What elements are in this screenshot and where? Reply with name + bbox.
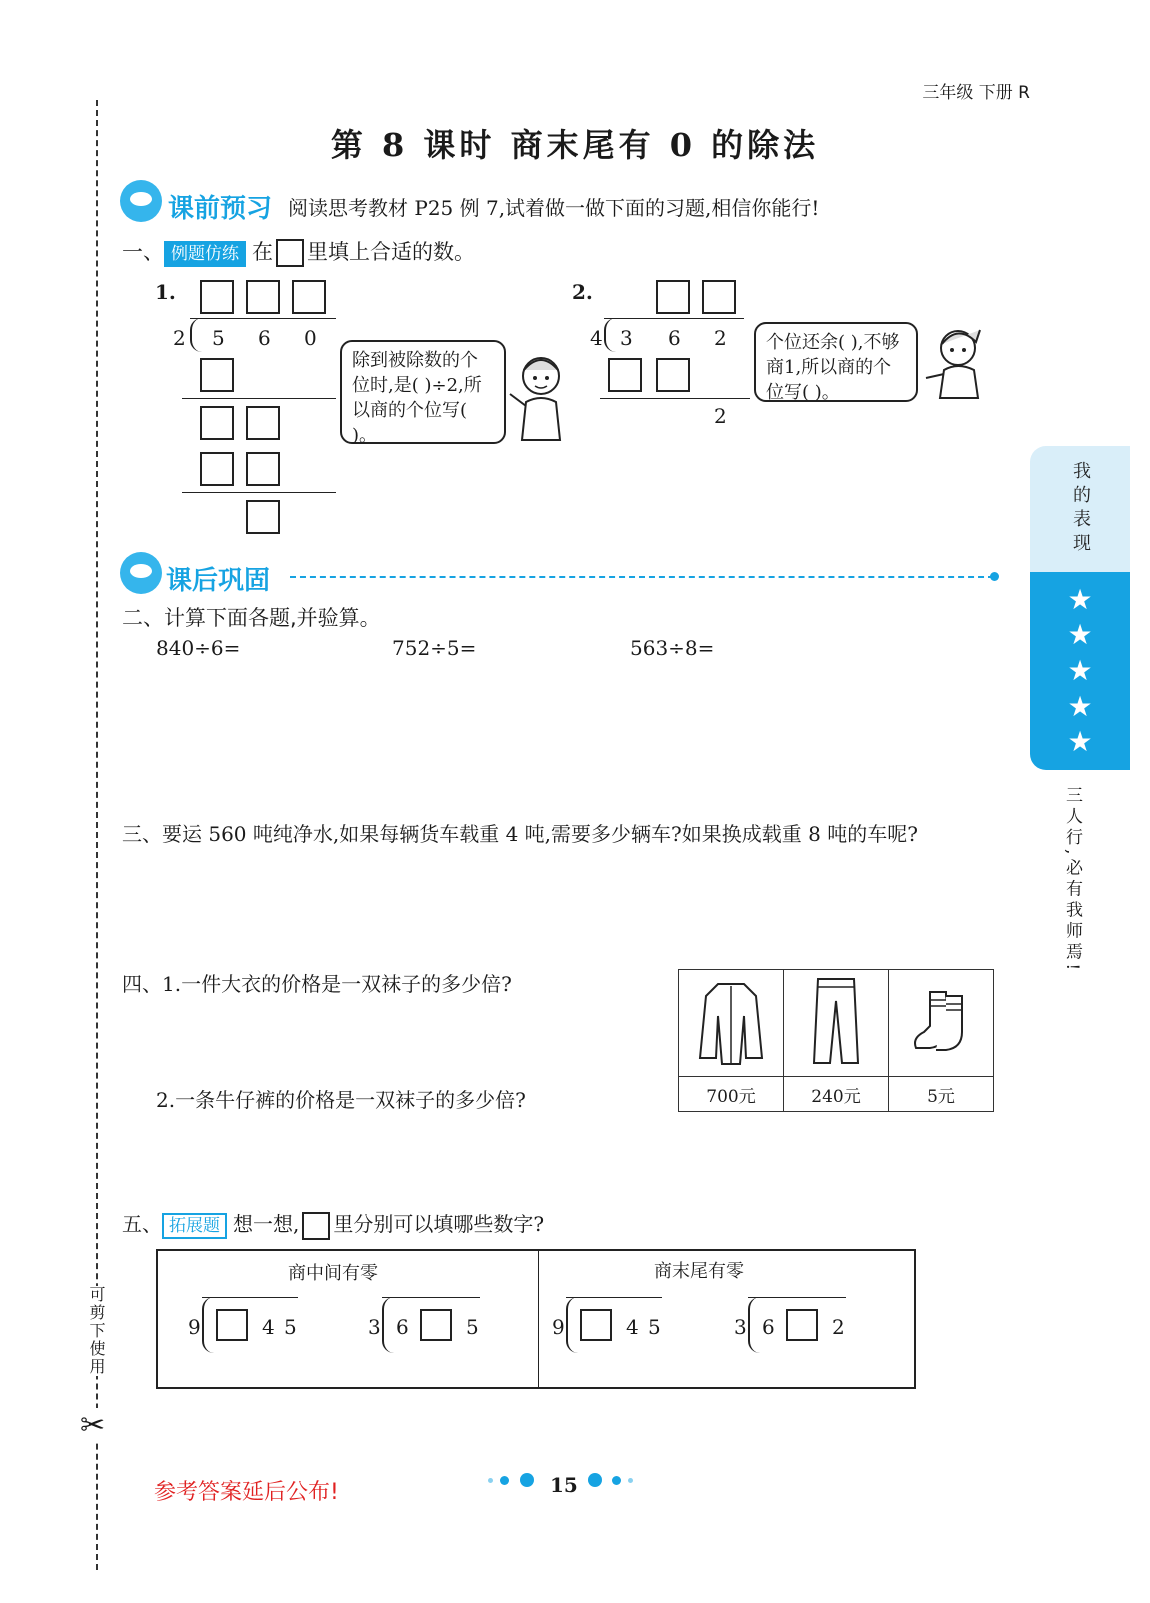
star-icon[interactable]: ★ xyxy=(1067,725,1093,759)
dividend-digit: 5 xyxy=(648,1315,661,1339)
dividend-digit: 2 xyxy=(714,326,727,350)
dividend-digit: 5 xyxy=(466,1315,479,1339)
section-divider xyxy=(290,576,994,578)
star-icon[interactable]: ★ xyxy=(1067,582,1093,616)
divisor: 4 xyxy=(590,326,603,350)
page-dot xyxy=(612,1476,621,1485)
example-tag: 例题仿练 xyxy=(164,241,246,267)
step-box[interactable] xyxy=(200,452,234,486)
scissors-icon: ✂ xyxy=(80,1408,106,1443)
question-4-part-1: 四、1.一件大衣的价格是一双袜子的多少倍? xyxy=(122,972,512,996)
preview-text: 阅读思考教材 P25 例 7,试着做一做下面的习题,相信你能行! xyxy=(288,196,820,220)
page-dot xyxy=(588,1473,602,1487)
dividend-digit: 4 xyxy=(626,1315,639,1339)
mascot-icon xyxy=(120,552,162,594)
motto: 三人行,必有我师焉! xyxy=(1062,786,1082,975)
digit-box[interactable] xyxy=(216,1309,248,1341)
girl-icon xyxy=(920,320,990,400)
divider-dot xyxy=(990,572,999,581)
divisor: 3 xyxy=(734,1315,747,1339)
star-rating[interactable] xyxy=(1030,572,1130,770)
problem-2-number: 2. xyxy=(572,280,593,304)
question-3: 三、要运 560 吨纯净水,如果每辆货车载重 4 吨,需要多少辆车?如果换成载重 8 吨的车呢? xyxy=(122,822,918,846)
remainder-box[interactable] xyxy=(246,500,280,534)
digit-box[interactable] xyxy=(580,1309,612,1341)
socks-cell xyxy=(889,970,994,1077)
sample-box xyxy=(276,239,304,267)
preview-banner: 课前预习 xyxy=(168,194,273,224)
sample-box xyxy=(302,1212,330,1240)
divisor: 9 xyxy=(552,1315,565,1339)
star-icon[interactable]: ★ xyxy=(1067,618,1093,652)
quotient-box[interactable] xyxy=(200,280,234,314)
step-box[interactable] xyxy=(246,452,280,486)
coat-icon xyxy=(696,976,766,1066)
division-bar xyxy=(190,318,336,319)
coat-price: 700元 xyxy=(679,1077,784,1112)
performance-label-area xyxy=(1030,446,1130,572)
dividend-digit: 0 xyxy=(304,326,317,350)
question-5-heading: 五、 拓展题 想一想, 里分别可以填哪些数字? xyxy=(122,1208,544,1240)
digit-box[interactable] xyxy=(420,1309,452,1341)
boy-icon xyxy=(506,350,576,446)
page-number: 15 xyxy=(550,1473,578,1497)
star-icon[interactable]: ★ xyxy=(1067,653,1093,687)
step-box[interactable] xyxy=(608,358,642,392)
quotient-box[interactable] xyxy=(656,280,690,314)
jeans-icon xyxy=(806,975,866,1067)
answer-notice: 参考答案延后公布! xyxy=(154,1480,339,1505)
jeans-price: 240元 xyxy=(784,1077,889,1112)
step-box[interactable] xyxy=(200,358,234,392)
problem: 752÷5= xyxy=(392,636,477,660)
division-bracket xyxy=(604,318,620,352)
mascot-icon xyxy=(120,180,162,222)
right-heading: 商末尾有零 xyxy=(654,1261,744,1282)
quotient-box[interactable] xyxy=(292,280,326,314)
dividend-digit: 6 xyxy=(762,1315,775,1339)
grade-label: 三年级 下册 R xyxy=(922,83,1030,103)
dividend-digit: 4 xyxy=(262,1315,275,1339)
problem: 840÷6= xyxy=(156,636,241,660)
division-bar xyxy=(604,318,744,319)
quotient-box[interactable] xyxy=(702,280,736,314)
page-dot xyxy=(520,1473,534,1487)
dividend-digit: 5 xyxy=(212,326,225,350)
table-divider xyxy=(538,1251,539,1387)
dividend-digit: 2 xyxy=(832,1315,845,1339)
dividend-digit: 6 xyxy=(258,326,271,350)
question-4-part-2: 2.一条牛仔裤的价格是一双袜子的多少倍? xyxy=(156,1088,526,1112)
question-1-heading: 一、 例题仿练 在 里填上合适的数。 xyxy=(122,236,475,267)
divisor: 3 xyxy=(368,1315,381,1339)
dividend-digit: 6 xyxy=(668,326,681,350)
socks-icon xyxy=(910,986,972,1056)
digit-box[interactable] xyxy=(786,1309,818,1341)
page-dot xyxy=(488,1478,493,1483)
hint-bubble-1: 除到被除数的个位时,是( )÷2,所以商的个位写( )。 xyxy=(340,340,506,444)
page-title: 第 8 课时 商末尾有 0 的除法 xyxy=(330,126,820,164)
jeans-cell xyxy=(784,970,889,1077)
divisor: 9 xyxy=(188,1315,201,1339)
division-bracket xyxy=(190,318,206,352)
problem: 563÷8= xyxy=(630,636,715,660)
step-box[interactable] xyxy=(656,358,690,392)
quotient-box[interactable] xyxy=(246,280,280,314)
step-box[interactable] xyxy=(200,406,234,440)
performance-tab xyxy=(1030,446,1130,770)
dividend-digit: 6 xyxy=(396,1315,409,1339)
cut-label: 可剪下使用 xyxy=(84,1286,108,1376)
question-2-heading: 二、计算下面各题,并验算。 xyxy=(122,606,381,630)
performance-label: 我的表现 xyxy=(1070,461,1091,557)
price-table xyxy=(678,969,994,1112)
hint-bubble-2: 个位还余( ),不够商1,所以商的个位写( )。 xyxy=(754,322,918,402)
extension-tag: 拓展题 xyxy=(162,1213,227,1239)
problem-1-number: 1. xyxy=(155,280,176,304)
page-dot xyxy=(500,1476,509,1485)
star-icon[interactable]: ★ xyxy=(1067,689,1093,723)
dividend-digit: 3 xyxy=(620,326,633,350)
page-dot xyxy=(628,1478,633,1483)
step-line xyxy=(182,398,336,399)
step-line xyxy=(182,492,336,493)
extension-table xyxy=(156,1249,916,1389)
dividend-digit: 5 xyxy=(284,1315,297,1339)
divisor: 2 xyxy=(173,326,186,350)
coat-cell xyxy=(679,970,784,1077)
socks-price: 5元 xyxy=(889,1077,994,1112)
step-line xyxy=(600,398,750,399)
step-box[interactable] xyxy=(246,406,280,440)
left-heading: 商中间有零 xyxy=(288,1263,378,1284)
after-class-banner: 课后巩固 xyxy=(166,566,271,596)
remainder: 2 xyxy=(714,404,727,428)
